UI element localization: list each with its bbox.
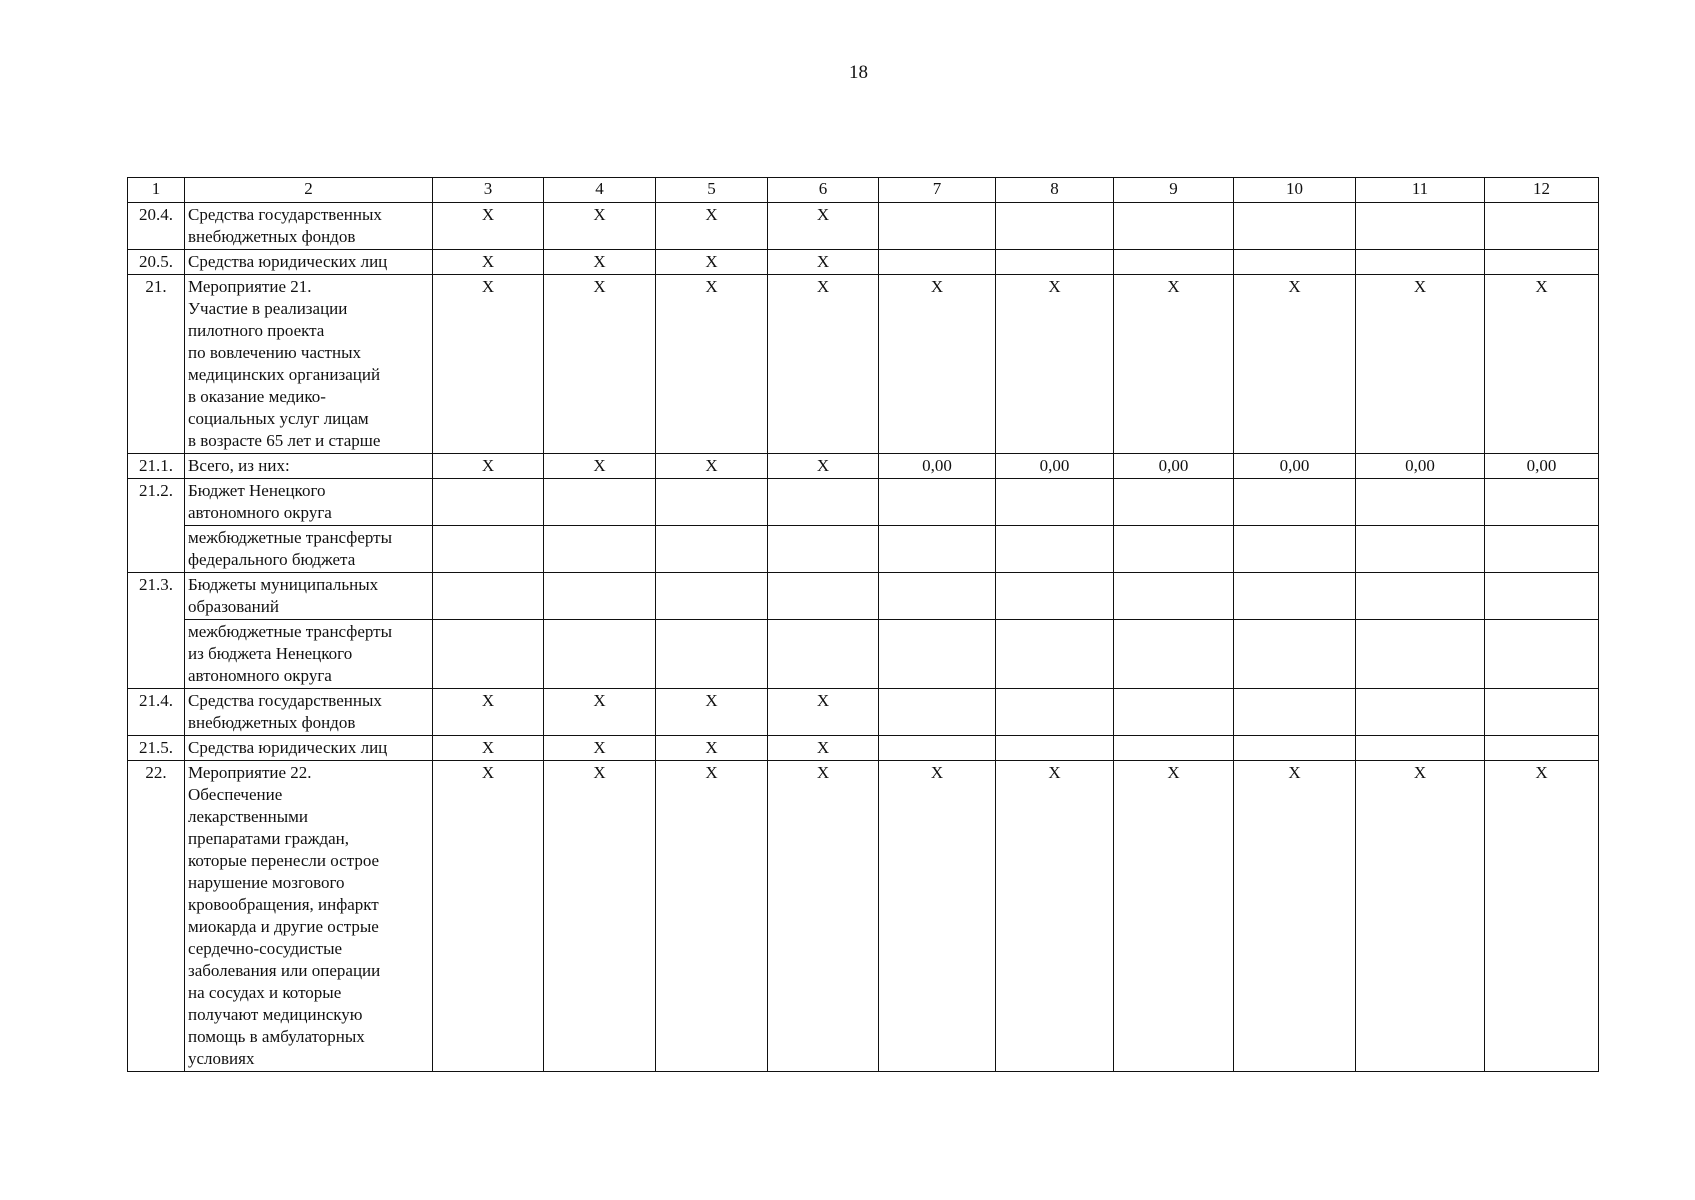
value-cell [879, 250, 996, 275]
value-cell [1234, 203, 1356, 250]
row-number: 21.3. [128, 573, 185, 689]
value-cell [879, 736, 996, 761]
value-cell [1485, 736, 1599, 761]
table-row [128, 454, 1599, 479]
value-cell: Х [656, 454, 768, 479]
value-cell [768, 479, 879, 526]
column-header: 1 [128, 178, 185, 203]
value-cell: 0,00 [1356, 454, 1485, 479]
value-cell: 0,00 [996, 454, 1114, 479]
value-cell [1234, 479, 1356, 526]
value-cell [1356, 203, 1485, 250]
row-description: межбюджетные трансферты федерального бюджета [185, 526, 433, 573]
column-header: 6 [768, 178, 879, 203]
value-cell [1356, 736, 1485, 761]
table-row [128, 761, 1599, 1072]
value-cell [1114, 479, 1234, 526]
value-cell: 0,00 [879, 454, 996, 479]
value-cell: Х [433, 454, 544, 479]
value-cell: Х [768, 203, 879, 250]
value-cell: Х [1356, 275, 1485, 454]
value-cell [1356, 620, 1485, 689]
program-table [127, 177, 1599, 1072]
value-cell: Х [656, 761, 768, 1072]
value-cell: Х [544, 203, 656, 250]
value-cell: Х [544, 761, 656, 1072]
value-cell [1485, 203, 1599, 250]
value-cell [879, 479, 996, 526]
row-number: 20.4. [128, 203, 185, 250]
table-row [128, 736, 1599, 761]
column-header: 12 [1485, 178, 1599, 203]
value-cell [1234, 250, 1356, 275]
value-cell [879, 689, 996, 736]
value-cell: Х [768, 454, 879, 479]
value-cell [996, 689, 1114, 736]
value-cell [879, 620, 996, 689]
row-number: 21.2. [128, 479, 185, 573]
value-cell: Х [433, 736, 544, 761]
value-cell [879, 526, 996, 573]
value-cell: Х [544, 736, 656, 761]
value-cell [1234, 689, 1356, 736]
value-cell: Х [996, 275, 1114, 454]
value-cell: 0,00 [1234, 454, 1356, 479]
value-cell: Х [768, 275, 879, 454]
value-cell: Х [544, 275, 656, 454]
table-row [128, 275, 1599, 454]
value-cell: 0,00 [1485, 454, 1599, 479]
row-description: Средства государственных внебюджетных фондов [185, 203, 433, 250]
row-description: Бюджет Ненецкого автономного округа [185, 479, 433, 526]
value-cell [1234, 736, 1356, 761]
value-cell [1114, 526, 1234, 573]
value-cell [1114, 250, 1234, 275]
row-description: Средства юридических лиц [185, 250, 433, 275]
column-header: 10 [1234, 178, 1356, 203]
value-cell: Х [433, 689, 544, 736]
row-description: Всего, из них: [185, 454, 433, 479]
value-cell [1485, 689, 1599, 736]
row-number: 21. [128, 275, 185, 454]
value-cell [1356, 250, 1485, 275]
value-cell [656, 620, 768, 689]
row-description: межбюджетные трансферты из бюджета Ненецкого автономного округа [185, 620, 433, 689]
value-cell [1485, 573, 1599, 620]
row-number: 20.5. [128, 250, 185, 275]
column-header: 2 [185, 178, 433, 203]
row-description: Средства юридических лиц [185, 736, 433, 761]
value-cell [996, 736, 1114, 761]
value-cell [544, 526, 656, 573]
value-cell [1485, 250, 1599, 275]
value-cell: Х [996, 761, 1114, 1072]
value-cell: Х [433, 250, 544, 275]
value-cell: Х [544, 250, 656, 275]
table-row [128, 203, 1599, 250]
column-header: 9 [1114, 178, 1234, 203]
value-cell [1114, 573, 1234, 620]
value-cell [768, 573, 879, 620]
value-cell [1114, 620, 1234, 689]
row-number: 21.5. [128, 736, 185, 761]
value-cell: Х [1234, 761, 1356, 1072]
header-row [128, 178, 1599, 203]
table-row [128, 526, 1599, 573]
value-cell: Х [656, 275, 768, 454]
value-cell [996, 203, 1114, 250]
value-cell [1356, 573, 1485, 620]
table-row [128, 573, 1599, 620]
value-cell [1234, 573, 1356, 620]
column-header: 4 [544, 178, 656, 203]
value-cell [996, 526, 1114, 573]
value-cell: Х [656, 689, 768, 736]
page-number: 18 [849, 62, 868, 83]
value-cell [433, 479, 544, 526]
value-cell [1356, 689, 1485, 736]
value-cell: Х [544, 689, 656, 736]
value-cell: Х [1234, 275, 1356, 454]
row-number: 21.4. [128, 689, 185, 736]
value-cell [433, 526, 544, 573]
column-header: 8 [996, 178, 1114, 203]
value-cell: Х [879, 761, 996, 1072]
value-cell [433, 620, 544, 689]
value-cell: Х [544, 454, 656, 479]
value-cell: Х [1114, 275, 1234, 454]
value-cell [1485, 620, 1599, 689]
value-cell [544, 620, 656, 689]
value-cell: Х [433, 275, 544, 454]
value-cell [433, 573, 544, 620]
value-cell [544, 573, 656, 620]
value-cell [996, 573, 1114, 620]
value-cell [1114, 736, 1234, 761]
value-cell [1234, 526, 1356, 573]
value-cell [544, 479, 656, 526]
value-cell [1356, 479, 1485, 526]
value-cell: Х [656, 736, 768, 761]
value-cell [768, 620, 879, 689]
value-cell: Х [656, 203, 768, 250]
value-cell: Х [656, 250, 768, 275]
value-cell [1485, 479, 1599, 526]
value-cell: Х [768, 761, 879, 1072]
value-cell: 0,00 [1114, 454, 1234, 479]
value-cell: Х [768, 689, 879, 736]
value-cell: Х [1356, 761, 1485, 1072]
row-description: Мероприятие 21. Участие в реализации пилотного проекта по вовлечению частных медицинских организаций в оказание медико- социальных услуг лицам в возрасте 65 лет и старше [185, 275, 433, 454]
value-cell [656, 526, 768, 573]
table-row [128, 689, 1599, 736]
value-cell: Х [433, 761, 544, 1072]
value-cell: Х [768, 736, 879, 761]
table-row [128, 250, 1599, 275]
value-cell [879, 573, 996, 620]
value-cell [1356, 526, 1485, 573]
value-cell [879, 203, 996, 250]
value-cell [1485, 526, 1599, 573]
column-header: 5 [656, 178, 768, 203]
value-cell: Х [1485, 761, 1599, 1072]
value-cell [996, 250, 1114, 275]
value-cell: Х [768, 250, 879, 275]
value-cell: Х [879, 275, 996, 454]
row-number: 21.1. [128, 454, 185, 479]
value-cell [768, 526, 879, 573]
value-cell [1234, 620, 1356, 689]
table-row [128, 479, 1599, 526]
value-cell [996, 479, 1114, 526]
column-header: 7 [879, 178, 996, 203]
table-row [128, 620, 1599, 689]
value-cell: Х [1485, 275, 1599, 454]
value-cell [656, 573, 768, 620]
row-description: Мероприятие 22. Обеспечение лекарственными препаратами граждан, которые перенесли острое нарушение мозгового кровообращения, инфаркт миокарда и другие острые сердечно-сосудистые заболевания или операции на сосудах и которые получают медицинскую помощь в амбулаторных условиях [185, 761, 433, 1072]
row-description: Бюджеты муниципальных образований [185, 573, 433, 620]
table-body [128, 178, 1599, 1072]
value-cell [1114, 203, 1234, 250]
value-cell [656, 479, 768, 526]
row-description: Средства государственных внебюджетных фондов [185, 689, 433, 736]
value-cell: Х [433, 203, 544, 250]
column-header: 11 [1356, 178, 1485, 203]
value-cell [1114, 689, 1234, 736]
column-header: 3 [433, 178, 544, 203]
value-cell: Х [1114, 761, 1234, 1072]
value-cell [996, 620, 1114, 689]
row-number: 22. [128, 761, 185, 1072]
